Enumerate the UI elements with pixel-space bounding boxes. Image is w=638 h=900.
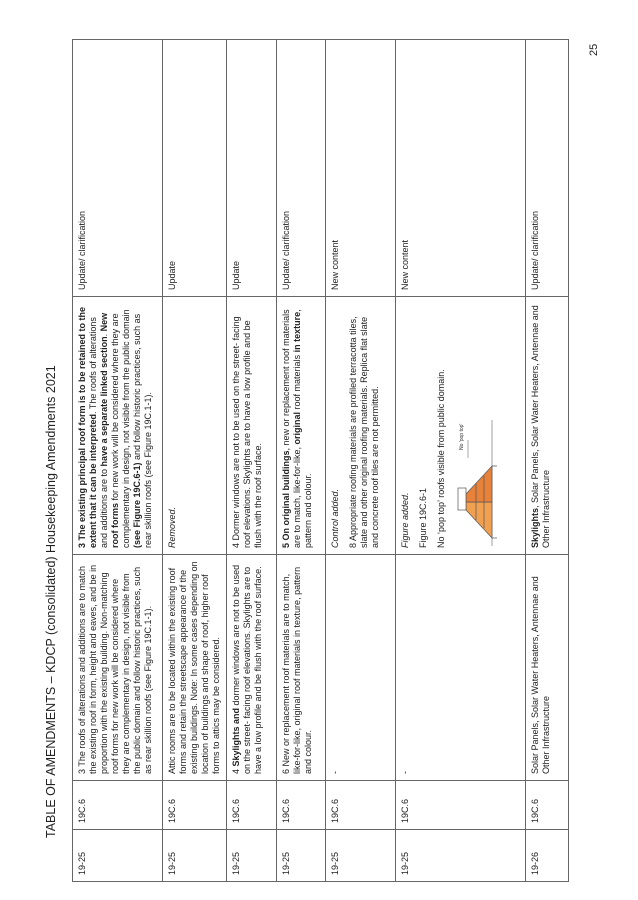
bold-text: 3 The existing principal roof form is to be retained to the extent that it can be interpreted	[77, 306, 98, 548]
text: , new or replacement roof materials are to match, like-for-like,	[281, 309, 302, 548]
clause-cell: 19C.6	[227, 781, 277, 830]
proposed-cell	[277, 297, 326, 555]
type-cell: New content	[396, 40, 526, 297]
figure-note: Figure added.	[400, 492, 410, 548]
existing-cell: 3 The roofs of alterations and additions are to match the existing roof in form, height and eaves, and be in proportion with the existing building. Non-matching roof forms for new work will be considered where they are complementary in design, not visible from the public domain and follow historic practices, such as rear skillion roofs (see Figure 19C.1-1).	[73, 555, 163, 781]
clause-cell: 19C.6	[277, 781, 326, 830]
figure-label: Figure 19C.6-1	[417, 487, 428, 548]
clause-cell: 19C.6	[73, 781, 163, 830]
bold-text: in texture	[291, 311, 302, 353]
clause-cell: 19C.6	[396, 781, 526, 830]
text: , Solar Panels, Solar Water Heaters, Antennae and Other Infrastructure	[530, 305, 551, 548]
bold-text: have a separate linked section	[98, 336, 109, 467]
text: .	[98, 331, 109, 337]
proposed-cell	[526, 297, 569, 555]
table-row	[227, 40, 277, 882]
amendments-table	[72, 39, 569, 882]
table-row	[73, 40, 163, 882]
bold-text: On original buildings	[281, 450, 291, 541]
table-row	[396, 40, 526, 882]
type-cell: Update/ clarification	[277, 40, 326, 297]
existing-cell: -	[396, 555, 526, 781]
clause-cell: 19C.6	[326, 781, 396, 830]
page-number: 25	[588, 43, 600, 56]
figure-tag: No 'pop top'	[458, 423, 465, 450]
proposed-cell: 4 Dormer windows are not to be used on the street- facing roof elevations. Skylights are to have a low profile and be flush with the roof surface.	[227, 297, 277, 555]
table-row	[277, 40, 326, 882]
proposed-cell	[326, 297, 396, 555]
text: for new work will be considered where they are complementary in design, not visible from the public domain	[109, 309, 131, 548]
existing-cell: Attic rooms are to be located within the existing roof forms and retain the streetscape appearance of the existing buildings. Note: In some cases depending on location of buildings and shape of roof, higher roof forms to attics may be considered.	[163, 555, 227, 781]
text: dormer windows are not to be used on the street- facing roof elevations. Skylights are to have a low profile and be flush with the roof surface.	[231, 564, 263, 774]
bold-text: Skylights and	[231, 707, 241, 767]
text: . The roofs of alterations and additions are to	[87, 317, 109, 548]
control-text: 8 Appropriate roofing materials are profiled terracotta tiles, slate and other original roofing materials. Replica flat slate and concrete roof tiles are not permitted.	[347, 316, 380, 548]
bold-text: 5	[281, 540, 291, 548]
clause-cell: 19C.6	[163, 781, 227, 830]
type-cell: New content	[326, 40, 396, 297]
ref-cell: 19-25	[163, 830, 227, 882]
control-note: Control added.	[330, 488, 340, 548]
clause-cell: 19C.6	[526, 781, 569, 830]
text: , pattern and colour.	[291, 309, 313, 548]
ref-cell: 19-25	[73, 830, 163, 882]
figure-caption: No ‘pop top’ roofs visible from public domain.	[435, 369, 446, 548]
existing-cell	[227, 555, 277, 781]
table-row	[163, 40, 227, 882]
proposed-cell	[73, 297, 163, 555]
table-row	[326, 40, 396, 882]
proposed-cell	[396, 297, 526, 555]
ref-cell: 19-26	[526, 830, 569, 882]
type-cell: Update/ clarification	[526, 40, 569, 297]
table-row	[526, 40, 569, 882]
roof-section-figure	[454, 303, 501, 548]
amendments-table-container	[72, 40, 568, 882]
bold-text: Skylights	[530, 507, 540, 548]
roof-diagram-illustration	[454, 418, 498, 548]
ref-cell: 19-25	[277, 830, 326, 882]
page-title: TABLE OF AMENDMENTS – KDCP (consolidated) Housekeeping Amendments 2021	[44, 365, 58, 838]
type-cell: Update	[163, 40, 227, 297]
ref-cell: 19-25	[396, 830, 526, 882]
text: 4	[231, 766, 241, 774]
text: roof materials	[291, 352, 302, 412]
existing-cell: 6 New or replacement roof materials are to match, like-for-like, original roof materials in texture, pattern and colour.	[277, 555, 326, 781]
proposed-cell: Removed.	[163, 297, 227, 555]
existing-cell: Solar Panels, Solar Water Heaters, Antennae and Other Infrastructure	[526, 555, 569, 781]
type-cell: Update	[227, 40, 277, 297]
ref-cell: 19-25	[326, 830, 396, 882]
ref-cell: 19-25	[227, 830, 277, 882]
type-cell: Update/ clarification	[73, 40, 163, 297]
existing-cell: -	[326, 555, 396, 781]
text: and follow historic practices, such as rear skillion roofs (see Figure 19C.1-1).	[131, 313, 153, 548]
bold-text: original	[291, 411, 302, 445]
bold-text: (see Figure 19C.6-1)	[131, 462, 142, 548]
bold-text: New roof forms	[98, 312, 120, 548]
